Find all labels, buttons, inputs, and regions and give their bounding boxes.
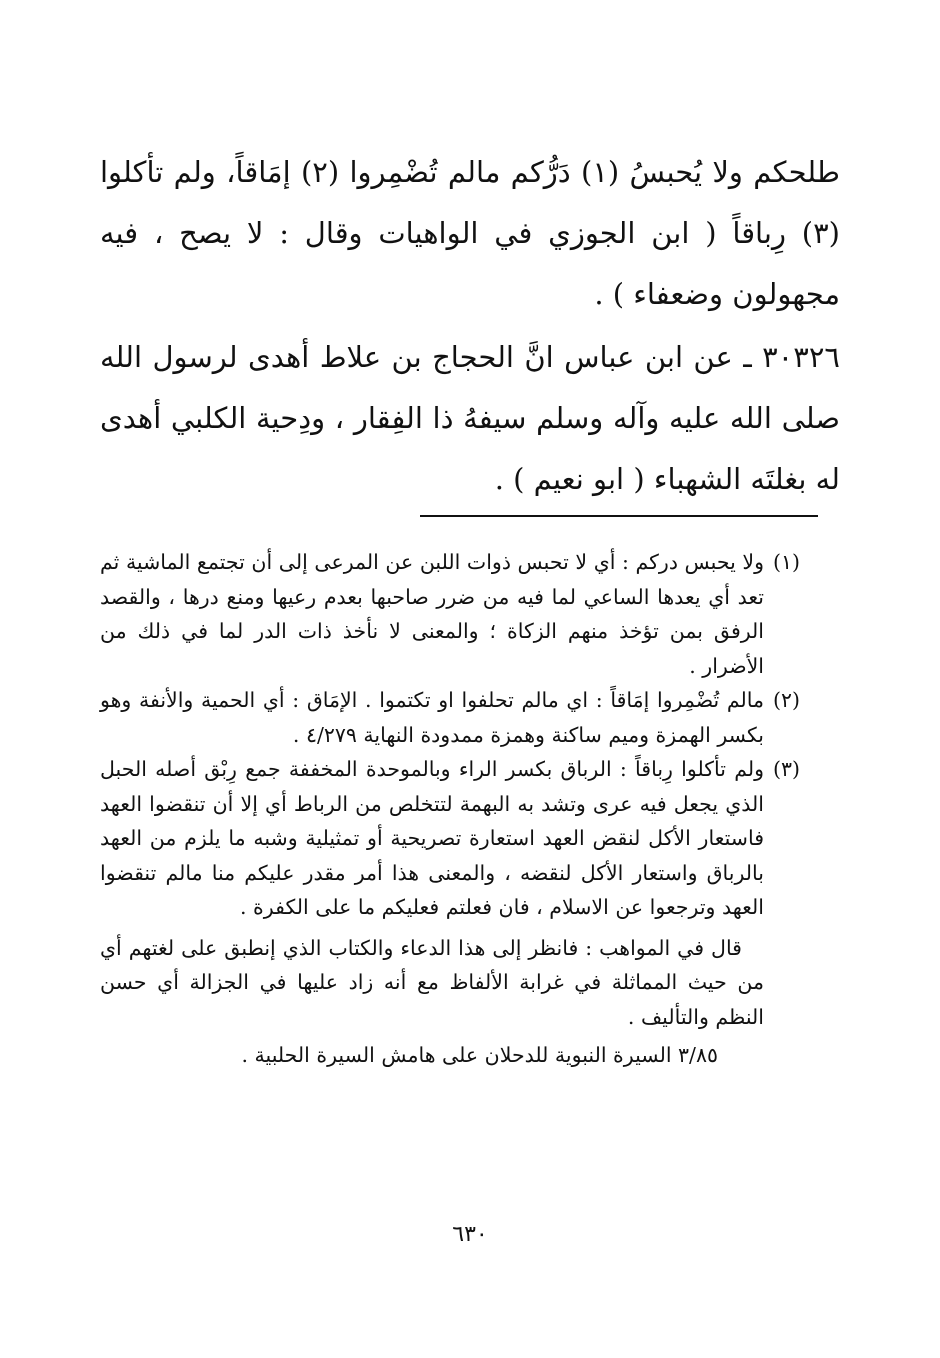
main-text <box>100 142 840 510</box>
footnote-text: ولا يحبس دركم : أي لا تحبس ذوات اللبن عن المرعى إلى أن تجتمع الماشية ثم تعد أي يعدها الساعي لما فيه من ضرر صاحبها بعدم رعيها ومنع درها ، والقصد الرفق بمن تؤخذ منهم الزكاة ؛ والمعنى لا نأخذ ذات الدر لما في ذلك من الأضرار . <box>100 550 764 678</box>
footnote <box>100 683 800 752</box>
footnote-separator <box>420 515 818 517</box>
footnote <box>100 545 800 683</box>
footnote-paragraph-text: قال في المواهب : فانظر إلى هذا الدعاء والكتاب الذي إنطبق على لغتهم أي من حيث المماثلة في غرابة الألفاظ مع أنه زاد عليها في الجزالة أي حسن النظم والتأليف . <box>100 935 764 1029</box>
footnote-text: ولم تأكلوا رِباقاً : الرباق بكسر الراء وبالموحدة المخففة جمع رِبْق أصله الحبل الذي يجعل فيه عرى وتشد به البهمة لتتخلص من الرباط أي إلا أن تنقضوا العهد فاستعار الأكل لنقض العهد استعارة تصريحية أو تمثيلية وشبه ما يلزم من العهد بالرباق واستعار الأكل لنقضه ، والمعنى هذا أمر مقدر عليكم منا مالم تنقضوا العهد وترجعوا عن الاسلام ، فان فعلتم فعليكم ما على الكفرة . <box>100 757 764 919</box>
footnote-number: (١) <box>772 550 800 574</box>
main-paragraph: طلحكم ولا يُحبسُ (١) دَرُّكم مالم تُضْمِروا (٢) إمَاقاً، ولم تأكلوا (٣) رِباقاً ( ابن الجوزي في الواهيات وقال : لا يصح ، فيه مجهولون وضعفاء ) . <box>100 155 840 311</box>
footnote-text: مالم تُضْمِروا إمَاقاً : اي مالم تحلفوا او تكتموا . الإمَاق : أي الحمية والأنفة وهو بكسر الهمزة وميم ساكنة وهمزة ممدودة النهاية ٤/٢٧٩ . <box>100 688 764 747</box>
page-number: ٦٣٠ <box>452 1222 488 1247</box>
footnote-reference: ٣/٨٥ السيرة النبوية للدحلان على هامش السيرة الحلبية . <box>241 1043 718 1067</box>
footnote-number: (٣) <box>772 757 800 781</box>
hadith-paragraph: ٣٠٣٢٦ ـ عن ابن عباس انَّ الحجاج بن علاط أهدى لرسول الله صلى الله عليه وآله وسلم سيفهُ ذا الفِقار ، ودِحية الكلبي أهدى له بغلتَه الشهباء ( ابو نعيم ) . <box>100 340 840 496</box>
footnote-number: (٢) <box>772 688 800 712</box>
footnote-paragraph <box>100 931 800 1035</box>
footnotes <box>100 545 800 1073</box>
footnote <box>100 752 800 925</box>
